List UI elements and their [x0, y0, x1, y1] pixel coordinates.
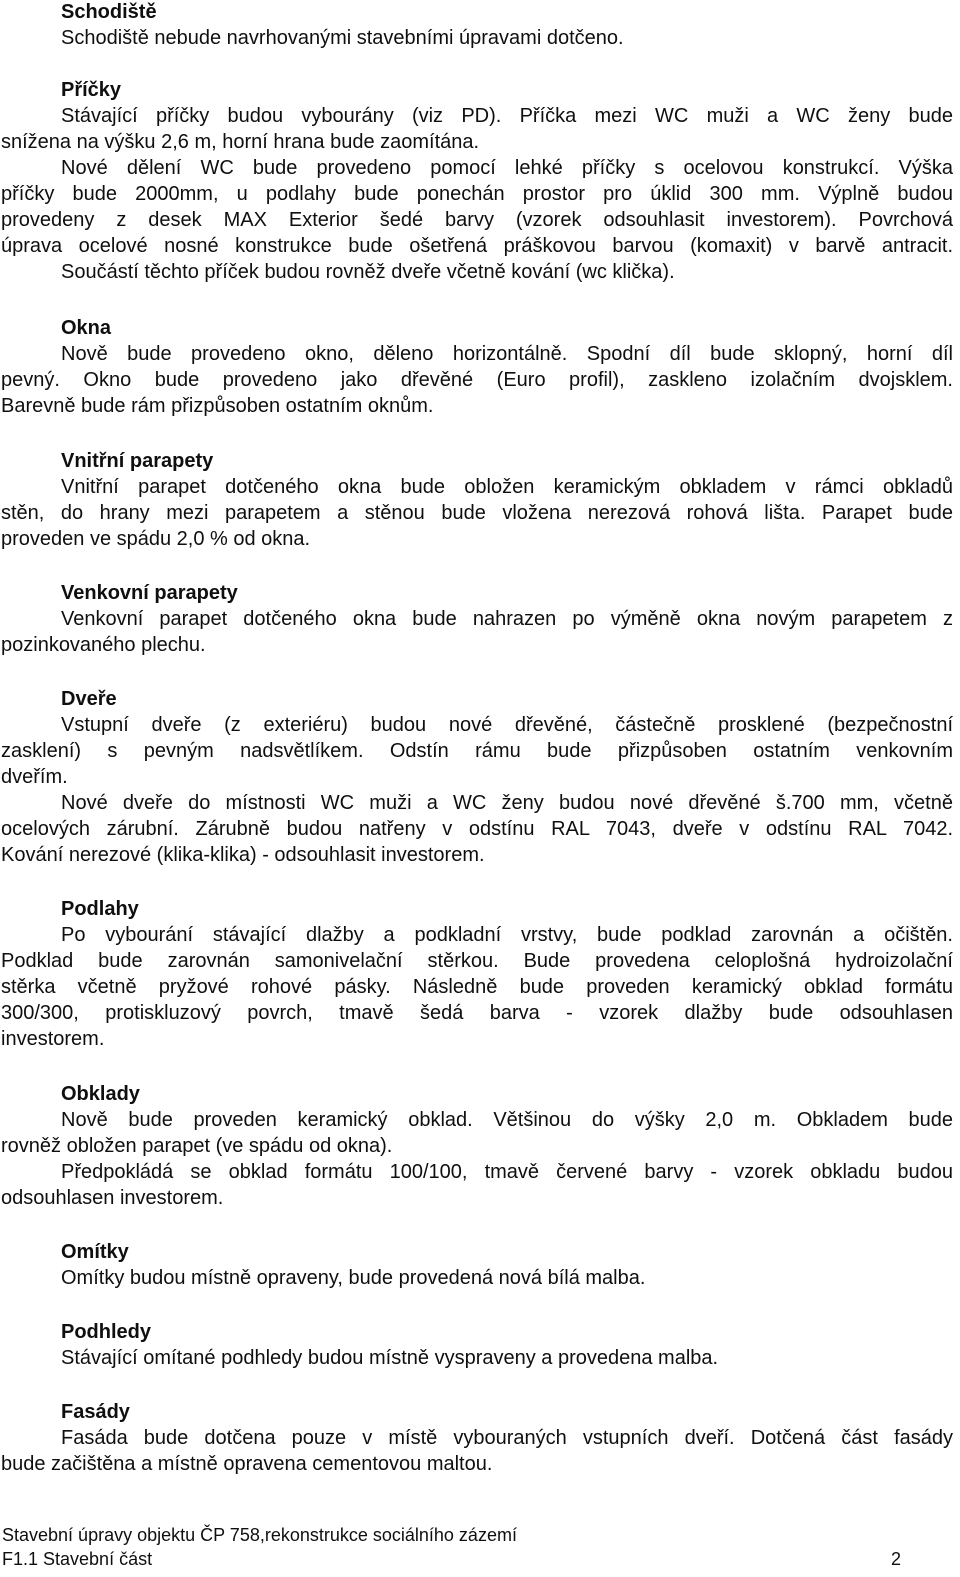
text-line: Po vybourání stávající dlažby a podkladní vrstvy, bude podklad zarovnán a očištěn. — [61, 924, 953, 946]
text-line: investorem. — [1, 1028, 105, 1050]
text-line: Součástí těchto příček budou rovněž dveře včetně kování (wc klička). — [61, 261, 675, 283]
section-heading-podlahy: Podlahy — [61, 898, 139, 920]
text-line: Barevně bude rám přizpůsoben ostatním oknům. — [1, 395, 434, 417]
section-heading-pricky: Příčky — [61, 79, 122, 101]
text-line: Nově bude provedeno okno, děleno horizontálně. Spodní díl bude sklopný, horní díl — [61, 343, 953, 365]
text-line: Schodiště nebude navrhovanými stavebními úpravami dotčeno. — [61, 27, 624, 49]
text-line: příčky bude 2000mm, u podlahy bude ponechán prostor pro úklid 300 mm. Výplně budou — [1, 183, 953, 205]
section-heading-venkovni-parapety: Venkovní parapety — [61, 582, 238, 604]
text-line: úprava ocelové nosné konstrukce bude ošetřená práškovou barvou (komaxit) v barvě antracit. — [1, 235, 953, 257]
footer-document-part: F1.1 Stavební část — [2, 1549, 153, 1569]
text-line: 300/300, protiskluzový povrch, tmavě šedá barva - vzorek dlažby bude odsouhlasen — [1, 1002, 953, 1024]
text-line: Podklad bude zarovnán samonivelační stěrkou. Bude provedena celoplošná hydroizolační — [1, 950, 953, 972]
text-line: Stávající omítané podhledy budou místně vyspraveny a provedena malba. — [61, 1347, 719, 1369]
text-line: pevný. Okno bude provedeno jako dřevěné (Euro profil), zaskleno izolačním dvojsklem. — [1, 369, 953, 391]
text-line: pozinkovaného plechu. — [1, 634, 206, 656]
page-number: 2 — [891, 1549, 902, 1569]
section-heading-okna: Okna — [61, 317, 112, 339]
text-line: snížena na výšku 2,6 m, horní hrana bude zaomítána. — [1, 131, 480, 153]
text-line: Nové dveře do místnosti WC muži a WC ženy budou nové dřevěné š.700 mm, včetně — [61, 792, 953, 814]
text-line: Kování nerezové (klika-klika) - odsouhlasit investorem. — [1, 844, 485, 866]
text-line: Nové dělení WC bude provedeno pomocí lehké příčky s ocelovou konstrukcí. Výška — [61, 157, 953, 179]
section-heading-schodiste: Schodiště — [61, 1, 157, 23]
text-line: Omítky budou místně opraveny, bude provedená nová bílá malba. — [61, 1267, 646, 1289]
section-heading-dvere: Dveře — [61, 688, 117, 710]
text-line: Venkovní parapet dotčeného okna bude nahrazen po výměně okna novým parapetem z — [61, 608, 953, 630]
text-line: Vstupní dveře (z exteriéru) budou nové dřevěné, částečně prosklené (bezpečnostní — [61, 714, 953, 736]
text-line: zasklení) s pevným nadsvětlíkem. Odstín rámu bude přizpůsoben ostatním venkovním — [1, 740, 953, 762]
section-heading-vnitrni-parapety: Vnitřní parapety — [61, 450, 214, 472]
section-heading-obklady: Obklady — [61, 1083, 140, 1105]
text-line: bude začištěna a místně opravena cementovou maltou. — [1, 1453, 493, 1475]
text-line: provedeny z desek MAX Exterior šedé barvy (vzorek odsouhlasit investorem). Povrchová — [1, 209, 953, 231]
text-line: rovněž obložen parapet (ve spádu od okna). — [1, 1135, 393, 1157]
text-line: dveřím. — [1, 766, 68, 788]
section-heading-podhledy: Podhledy — [61, 1321, 152, 1343]
text-line: Fasáda bude dotčena pouze v místě vybouraných vstupních dveří. Dotčená část fasády — [61, 1427, 953, 1449]
text-line: stěn, do hrany mezi parapetem a stěnou bude vložena nerezová rohová lišta. Parapet bude — [1, 502, 953, 524]
text-line: Stávající příčky budou vybourány (viz PD). Příčka mezi WC muži a WC ženy bude — [61, 105, 953, 127]
text-line: ocelových zárubní. Zárubně budou natřeny v odstínu RAL 7043, dveře v odstínu RAL 7042. — [1, 818, 953, 840]
text-line: proveden ve spádu 2,0 % od okna. — [1, 528, 311, 550]
text-line: Nově bude proveden keramický obklad. Většinou do výšky 2,0 m. Obkladem bude — [61, 1109, 953, 1131]
footer-project-title: Stavební úpravy objektu ČP 758,rekonstrukce sociálního zázemí — [2, 1525, 517, 1545]
section-heading-omitky: Omítky — [61, 1241, 129, 1263]
text-line: Předpokládá se obklad formátu 100/100, tmavě červené barvy - vzorek obkladu budou — [61, 1161, 953, 1183]
section-heading-fasady: Fasády — [61, 1401, 130, 1423]
text-line: Vnitřní parapet dotčeného okna bude obložen keramickým obkladem v rámci obkladů — [61, 476, 953, 498]
text-line: odsouhlasen investorem. — [1, 1187, 224, 1209]
text-line: stěrka včetně pryžové rohové pásky. Následně bude proveden keramický obklad formátu — [1, 976, 953, 998]
